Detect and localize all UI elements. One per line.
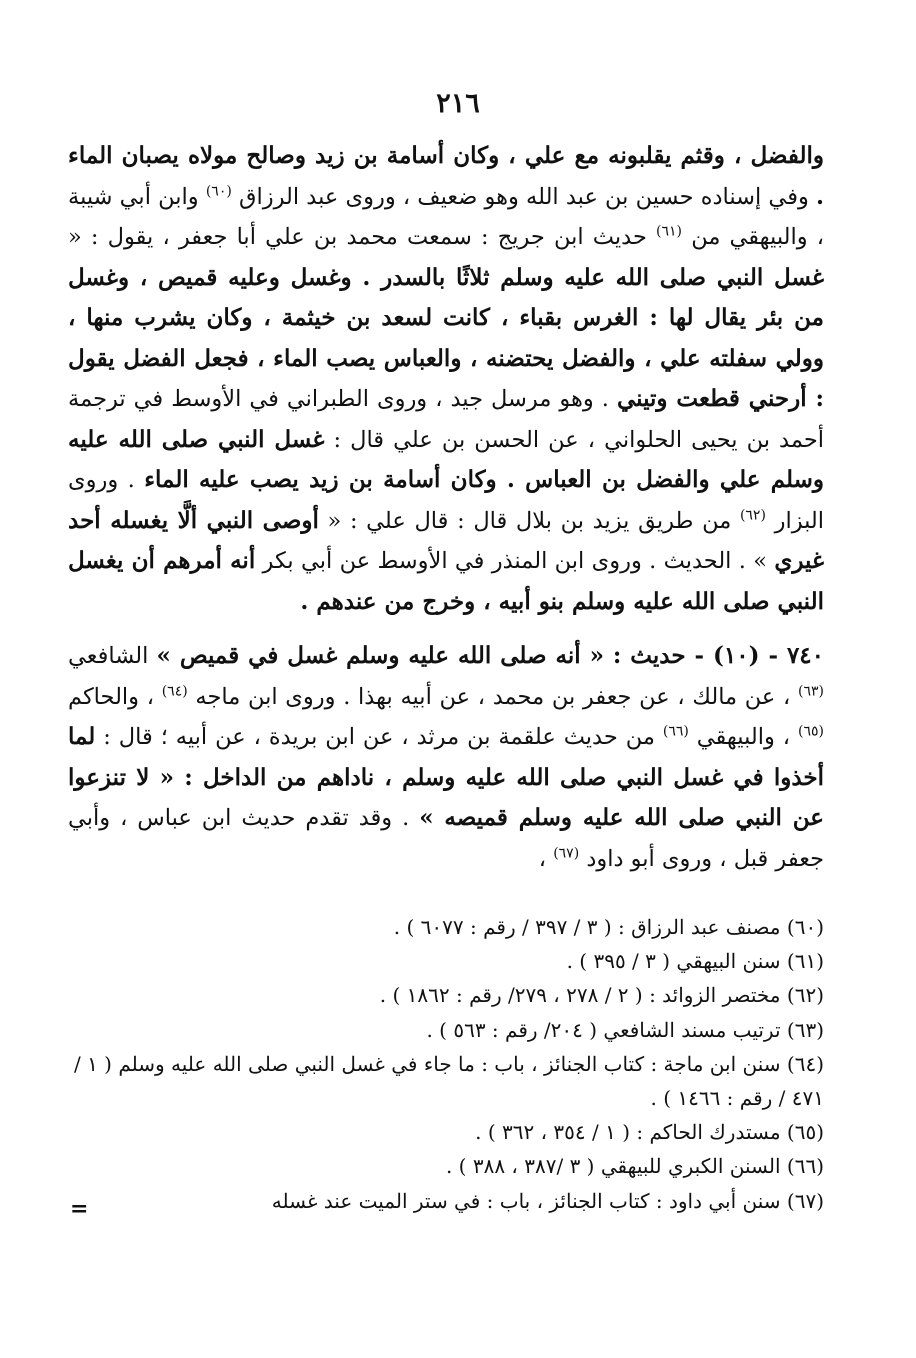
commentary-text: من حديث علقمة بن مرثد ، عن ابن بريدة ، عن أبيه ؛ قال : <box>103 724 655 750</box>
page-number: ٢١٦ <box>436 88 480 119</box>
footnote-64 <box>68 1047 824 1115</box>
footnote-ref-62[interactable]: (٦٢) <box>739 507 766 523</box>
commentary-text: ، والبيهقي <box>696 724 791 750</box>
commentary-text: ، <box>538 845 547 872</box>
footnote-63 <box>68 1013 824 1047</box>
hadith-text: أنه أمرهم أن يغسل النبي صلى الله عليه وسلم بنو أبيه ، وخرج من عندهم . <box>68 547 824 615</box>
footnote-number: (٦٠) <box>786 915 824 939</box>
hadith-text: والفضل ، وقثم يقلبونه مع علي ، وكان أسامة بن زيد وصالح مولاه يصبان الماء . <box>68 142 825 210</box>
footnote-61 <box>68 944 824 978</box>
footnote-ref-66[interactable]: (٦٦) <box>662 723 689 740</box>
footnote-text: مختصر الزوائد : ( ٢ / ٢٧٨ ، ٢٧٩/ رقم : ١٨٦٢ ) . <box>379 983 781 1008</box>
footnote-62 <box>68 978 824 1012</box>
hadith-text: غسل النبي صلى الله عليه وسلم ثلاثًا بالسدر . وغسل وعليه قميص ، وغسل من بئر يقال لها : الغرس بقباء ، كانت لسعد بن خيثمة ، وكان يشرب منها ، وولي سفلته علي ، والفضل يحتضنه ، والعباس يصب الماء ، فجعل الفضل يقول : أرحني قطعت وتيني <box>68 263 824 412</box>
footnote-ref-65[interactable]: (٦٥) <box>798 723 825 740</box>
footnote-text: مستدرك الحاكم : ( ١ / ٣٥٤ ، ٣٦٢ ) . <box>475 1120 781 1145</box>
footnote-66 <box>68 1149 824 1183</box>
footnote-ref-61[interactable]: (٦١) <box>656 223 683 240</box>
commentary-text: الشافعي <box>68 643 149 669</box>
commentary-text: . وهو مرسل جيد ، وروى الطبراني في الأوسط في ترجمة أحمد بن يحيى الحلواني ، عن الحسن بن علي قال : <box>68 386 824 453</box>
footnote-number: (٦٣) <box>786 1017 824 1042</box>
paragraph-2 <box>68 636 824 879</box>
footnote-number: (٦١) <box>786 949 824 974</box>
footnote-65 <box>68 1115 824 1149</box>
footnote-ref-64[interactable]: (٦٤) <box>161 683 188 699</box>
footnotes <box>68 910 824 1218</box>
commentary-text: وفي إسناده حسين بن عبد الله وهو ضعيف ، وروى عبد الرزاق <box>239 183 809 210</box>
footnote-text: ترتيب مسند الشافعي ( ٢٠٤/ رقم : ٥٦٣ ) . <box>426 1017 781 1042</box>
footnote-67 <box>68 1184 824 1218</box>
footnote-60 <box>68 910 824 944</box>
continuation-mark: = <box>70 1196 89 1222</box>
commentary-text: ، والحاكم <box>68 683 154 710</box>
commentary-text: . وقد تقدم حديث ابن عباس ، وأبي جعفر قبل ، وروى أبو داود <box>68 805 824 872</box>
footnote-number: (٦٧) <box>786 1188 824 1213</box>
main-text <box>68 136 824 879</box>
footnote-ref-60[interactable]: (٦٠) <box>205 183 232 199</box>
footnote-text: مصنف عبد الرزاق : ( ٣ / ٣٩٧ / رقم : ٦٠٧٧ ) . <box>393 915 781 939</box>
commentary-text: وابن أبي شيبة ، والبيهقي من <box>68 183 825 250</box>
footnote-number: (٦٥) <box>786 1120 824 1145</box>
hadith-heading: ٧٤٠ - (١٠) - حديث : « أنه صلى الله عليه وسلم غسل في قميص » <box>156 642 824 669</box>
commentary-text: . وروى البزار <box>68 467 825 534</box>
commentary-text: » . الحديث . وروى ابن المنذر في الأوسط عن أبي بكر <box>262 548 767 574</box>
footnote-ref-63[interactable]: (٦٣) <box>798 683 824 699</box>
footnote-number: (٦٢) <box>786 983 824 1008</box>
commentary-text: حديث ابن جريج : سمعت محمد بن علي أبا جعفر ، يقول : « <box>68 224 647 250</box>
hadith-text: غسل النبي صلى الله عليه وسلم علي والفضل بن العباس . وكان أسامة بن زيد يصب عليه الماء <box>68 425 824 493</box>
hadith-text: لما أخذوا في غسل النبي صلى الله عليه وسلم ، ناداهم من الداخل : « لا تنزعوا عن النبي صلى الله عليه وسلم قميصه » <box>68 723 824 831</box>
footnote-text: سنن البيهقي ( ٣ / ٣٩٥ ) . <box>566 949 781 974</box>
footnote-number: (٦٤) <box>786 1051 824 1076</box>
footnote-ref-67[interactable]: (٦٧) <box>553 845 580 861</box>
paragraph-1 <box>68 136 824 622</box>
commentary-text: ، عن مالك ، عن جعفر بن محمد ، عن أبيه بهذا . وروى ابن ماجه <box>195 683 791 710</box>
footnote-text: سنن أبي داود : كتاب الجنائز ، باب : في ستر الميت عند غسله <box>271 1188 781 1213</box>
footnote-text: سنن ابن ماجة : كتاب الجنائز ، باب : ما جاء في غسل النبي صلى الله عليه وسلم ( ١ / <box>73 1051 781 1076</box>
hadith-text: أوصى النبي ألَّا يغسله أحد غيري <box>68 506 824 574</box>
footnote-number: (٦٦) <box>786 1154 824 1179</box>
commentary-text: من طريق يزيد بن بلال قال : قال علي : « <box>327 507 732 534</box>
footnote-text-continued: ٤٧١ / رقم : ١٤٦٦ ) . <box>650 1086 824 1111</box>
footnote-text: السنن الكبري للبيهقي ( ٣ /٣٨٧ ، ٣٨٨ ) . <box>445 1154 781 1179</box>
